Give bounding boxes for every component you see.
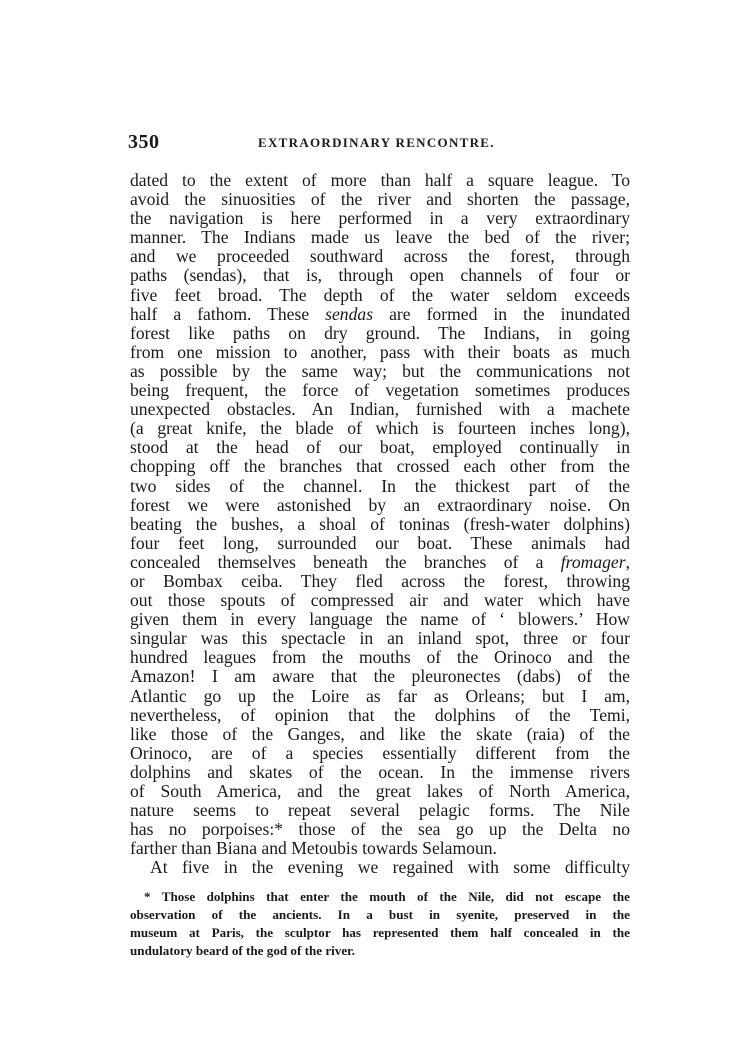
text-line: farther than Biana and Metoubis towards Selamoun. <box>130 838 497 859</box>
text-line: At five in the evening we regained with some difficulty <box>150 857 630 878</box>
text-line: avoid the sinuosities of the river and shorten the passage, <box>130 189 630 210</box>
footnote-line: undulatory beard of the god of the river. <box>130 943 356 958</box>
text-line: given them in every language the name of ‘ blowers.’ How <box>130 609 630 630</box>
page-header <box>128 131 628 153</box>
text-line: and we proceeded southward across the forest, through <box>130 246 630 267</box>
text-line: manner. The Indians made us leave the bed of the river; <box>130 227 630 248</box>
text-line: of South America, and the great lakes of North America, <box>130 781 630 801</box>
text-line: the navigation is here performed in a very extraordinary <box>130 208 630 229</box>
text-line: has no porpoises:* those of the sea go up the Delta no <box>130 819 630 840</box>
text-line: dolphins and skates of the ocean. In the immense rivers <box>130 761 630 782</box>
text-line: concealed themselves beneath the branches of a fromager, <box>130 551 630 572</box>
text-line: being frequent, the force of vegetation sometimes produces <box>130 380 630 401</box>
text-line: nature seems to repeat several pelagic forms. The Nile <box>130 800 630 821</box>
text-line: Orinoco, are of a species essentially different from the <box>130 742 630 763</box>
text-line: (a great knife, the blade of which is fourteen inches long), <box>130 418 630 439</box>
body-text <box>130 171 630 877</box>
footnote-line: museum at Paris, the sculptor has represented them half concealed in the <box>130 925 630 940</box>
text-line: Atlantic go up the Loire as far as Orleans; but I am, <box>130 685 630 706</box>
text-line: four feet long, surrounded our boat. These animals had <box>130 532 630 553</box>
text-line: hundred leagues from the mouths of the Orinoco and the <box>130 647 630 668</box>
footnote-line: observation of the ancients. In a bust in syenite, preserved in the <box>130 907 630 922</box>
text-line: forest like paths on dry ground. The Indians, in going <box>130 322 630 343</box>
text-line: paths (sendas), that is, through open channels of four or <box>130 265 630 286</box>
text-line: nevertheless, of opinion that the dolphins of the Temi, <box>130 704 630 725</box>
text-line: unexpected obstacles. An Indian, furnished with a machete <box>130 399 630 420</box>
text-line: half a fathom. These sendas are formed in the inundated <box>130 303 630 324</box>
text-line: like those of the Ganges, and like the skate (raia) of the <box>130 723 630 744</box>
running-head: EXTRAORDINARY RENCONTRE. <box>258 135 495 150</box>
page-number: 350 <box>128 131 160 153</box>
text-line: dated to the extent of more than half a square league. To <box>130 170 630 190</box>
text-line: beating the bushes, a shoal of toninas (fresh-water dolphins) <box>130 513 630 534</box>
text-line: from one mission to another, pass with their boats as much <box>130 341 630 362</box>
text-line: two sides of the channel. In the thickest part of the <box>130 475 630 496</box>
text-line: out those spouts of compressed air and water which have <box>130 590 630 611</box>
footnote <box>130 888 630 960</box>
text-line: or Bombax ceiba. They fled across the forest, throwing <box>130 570 630 591</box>
text-line: chopping off the branches that crossed each other from the <box>130 456 630 477</box>
text-line: as possible by the same way; but the communications not <box>130 360 630 381</box>
text-line: Amazon! I am aware that the pleuronectes (dabs) of the <box>130 666 630 687</box>
footnote-line: * Those dolphins that enter the mouth of the Nile, did not escape the <box>144 889 630 904</box>
text-line: singular was this spectacle in an inland spot, three or four <box>130 628 630 649</box>
text-line: stood at the head of our boat, employed continually in <box>130 437 630 458</box>
text-line: five feet broad. The depth of the water seldom exceeds <box>130 284 630 305</box>
text-line: forest we were astonished by an extraordinary noise. On <box>130 494 630 515</box>
